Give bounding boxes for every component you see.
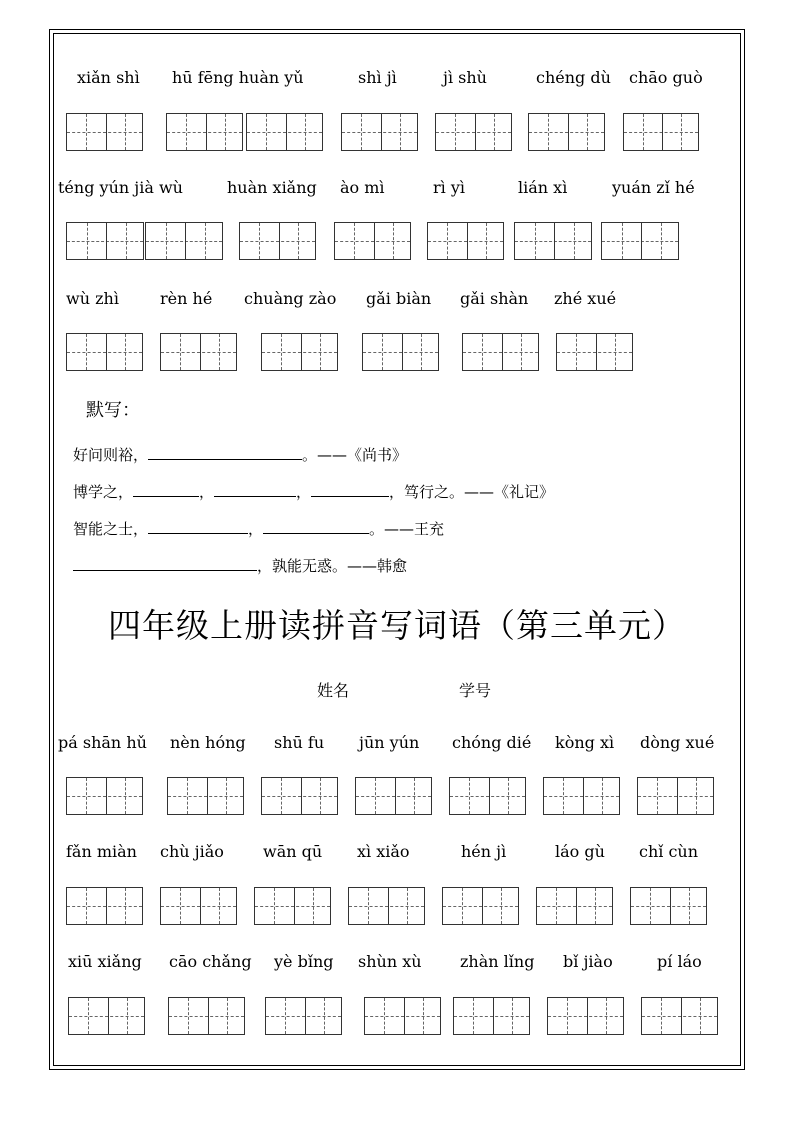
grid-divider: [402, 334, 403, 370]
grid-dashline: [86, 888, 87, 924]
grid-midline: [262, 796, 337, 797]
grid-divider: [467, 223, 468, 259]
grid-dashline: [661, 223, 662, 259]
grid-divider: [279, 223, 280, 259]
grid-divider: [207, 778, 208, 814]
grid-midline: [515, 241, 591, 242]
writing-grid-box[interactable]: [341, 113, 418, 151]
grid-dashline: [650, 888, 651, 924]
grid-midline: [450, 796, 525, 797]
grid-dashline: [384, 998, 385, 1034]
grid-divider: [493, 998, 494, 1034]
grid-dashline: [259, 223, 260, 259]
grid-dashline: [382, 334, 383, 370]
grid-midline: [342, 132, 417, 133]
grid-dashline: [482, 334, 483, 370]
grid-midline: [67, 906, 142, 907]
grid-dashline: [556, 888, 557, 924]
grid-midline: [631, 906, 706, 907]
pinyin-word: yuán zǐ hé: [612, 178, 695, 197]
writing-grid-box[interactable]: [160, 333, 237, 371]
pinyin-word: pí láo: [657, 952, 702, 971]
grid-dashline: [563, 778, 564, 814]
grid-dashline: [285, 998, 286, 1034]
writing-grid-box[interactable]: [536, 887, 613, 925]
grid-dashline: [324, 998, 325, 1034]
grid-dashline: [473, 998, 474, 1034]
grid-dashline: [447, 223, 448, 259]
grid-dashline: [274, 888, 275, 924]
writing-grid-box[interactable]: [435, 113, 512, 151]
grid-midline: [266, 1016, 341, 1017]
grid-midline: [356, 796, 431, 797]
grid-dashline: [486, 223, 487, 259]
grid-divider: [208, 998, 209, 1034]
grid-midline: [624, 132, 698, 133]
grid-dashline: [127, 998, 128, 1034]
writing-grid-box[interactable]: [543, 777, 620, 815]
pinyin-word: wān qū: [263, 842, 323, 861]
grid-divider: [106, 334, 107, 370]
grid-midline: [67, 132, 142, 133]
writing-grid-box[interactable]: [66, 222, 144, 260]
grid-midline: [349, 906, 424, 907]
grid-dashline: [595, 888, 596, 924]
grid-dashline: [87, 223, 88, 259]
answer-blank[interactable]: [148, 445, 302, 460]
grid-dashline: [354, 223, 355, 259]
writing-grid-box[interactable]: [68, 997, 145, 1035]
grid-divider: [576, 888, 577, 924]
dictation-source: ，孰能无惑。——韩愈: [257, 557, 408, 575]
writing-grid-box[interactable]: [166, 113, 243, 151]
grid-divider: [206, 114, 207, 150]
grid-dashline: [393, 223, 394, 259]
writing-grid-box[interactable]: [167, 777, 244, 815]
grid-midline: [335, 241, 410, 242]
grid-dashline: [298, 223, 299, 259]
grid-midline: [529, 132, 604, 133]
grid-dashline: [125, 888, 126, 924]
pinyin-word: shì jì: [358, 68, 397, 87]
pinyin-word: ào mì: [340, 178, 385, 197]
dictation-source: ，笃行之。——《礼记》: [389, 483, 555, 501]
grid-midline: [537, 906, 612, 907]
name-label: 姓名: [317, 681, 350, 700]
grid-divider: [583, 778, 584, 814]
grid-dashline: [407, 888, 408, 924]
grid-dashline: [266, 114, 267, 150]
writing-grid-box[interactable]: [254, 887, 331, 925]
grid-midline: [365, 1016, 440, 1017]
dictation-line-2: [73, 481, 554, 502]
pinyin-word: hén jì: [461, 842, 507, 861]
dictation-line-4: [73, 555, 407, 576]
grid-divider: [106, 114, 107, 150]
grid-dashline: [313, 888, 314, 924]
grid-midline: [69, 1016, 144, 1017]
dictation-line-1: [73, 444, 407, 465]
pinyin-word: jì shù: [443, 68, 487, 87]
writing-grid-box[interactable]: [145, 222, 223, 260]
pinyin-word: cāo chǎng: [169, 952, 252, 971]
writing-grid-box[interactable]: [66, 333, 143, 371]
grid-dashline: [689, 888, 690, 924]
grid-dashline: [125, 114, 126, 150]
grid-dashline: [602, 778, 603, 814]
writing-grid-box[interactable]: [261, 333, 338, 371]
grid-dashline: [512, 998, 513, 1034]
grid-dashline: [86, 114, 87, 150]
grid-divider: [106, 778, 107, 814]
grid-dashline: [661, 998, 662, 1034]
grid-dashline: [305, 114, 306, 150]
grid-midline: [67, 352, 142, 353]
grid-dashline: [696, 778, 697, 814]
pinyin-word: shū fu: [274, 733, 325, 752]
grid-midline: [602, 241, 678, 242]
grid-midline: [548, 1016, 623, 1017]
grid-divider: [294, 888, 295, 924]
pinyin-word: chuàng zào: [244, 289, 337, 308]
grid-midline: [146, 241, 222, 242]
grid-midline: [169, 1016, 244, 1017]
grid-dashline: [494, 114, 495, 150]
grid-divider: [301, 334, 302, 370]
answer-blank[interactable]: [133, 482, 199, 497]
grid-dashline: [535, 223, 536, 259]
pinyin-word: huàn xiǎng: [227, 178, 317, 197]
grid-dashline: [205, 223, 206, 259]
writing-grid-box[interactable]: [66, 887, 143, 925]
grid-dashline: [186, 114, 187, 150]
writing-grid-box[interactable]: [449, 777, 526, 815]
grid-dashline: [226, 778, 227, 814]
writing-grid-box[interactable]: [528, 113, 605, 151]
grid-midline: [557, 352, 632, 353]
grid-divider: [374, 223, 375, 259]
writing-grid-box[interactable]: [160, 887, 237, 925]
grid-dashline: [421, 334, 422, 370]
writing-grid-box[interactable]: [246, 113, 323, 151]
grid-midline: [255, 906, 330, 907]
pinyin-word: yè bǐng: [274, 952, 334, 971]
answer-blank[interactable]: [73, 556, 257, 571]
pinyin-word: xì xiǎo: [357, 842, 410, 861]
pinyin-word: chāo guò: [629, 68, 703, 87]
grid-midline: [428, 241, 503, 242]
grid-dashline: [681, 114, 682, 150]
writing-grid-box[interactable]: [427, 222, 504, 260]
grid-divider: [677, 778, 678, 814]
grid-dashline: [166, 223, 167, 259]
grid-midline: [67, 241, 143, 242]
grid-divider: [641, 223, 642, 259]
grid-midline: [642, 1016, 717, 1017]
grid-midline: [436, 132, 511, 133]
grid-divider: [587, 998, 588, 1034]
writing-grid-box[interactable]: [334, 222, 411, 260]
grid-midline: [638, 796, 713, 797]
grid-midline: [168, 796, 243, 797]
grid-dashline: [227, 998, 228, 1034]
writing-grid-box[interactable]: [623, 113, 699, 151]
pinyin-word: nèn hóng: [170, 733, 246, 752]
grid-dashline: [375, 778, 376, 814]
grid-midline: [544, 796, 619, 797]
pinyin-word: rì yì: [433, 178, 466, 197]
grid-dashline: [462, 888, 463, 924]
grid-dashline: [86, 334, 87, 370]
grid-dashline: [281, 334, 282, 370]
writing-grid-box[interactable]: [66, 113, 143, 151]
grid-dashline: [567, 998, 568, 1034]
grid-midline: [463, 352, 538, 353]
grid-divider: [185, 223, 186, 259]
grid-midline: [67, 796, 142, 797]
pinyin-word: bǐ jiào: [563, 952, 613, 971]
grid-midline: [247, 132, 322, 133]
grid-dashline: [188, 998, 189, 1034]
grid-dashline: [219, 334, 220, 370]
pinyin-word: xiǎn shì: [77, 68, 140, 87]
writing-grid-box[interactable]: [556, 333, 633, 371]
grid-midline: [161, 352, 236, 353]
pinyin-word: chù jiǎo: [160, 842, 224, 861]
pinyin-word: láo gù: [555, 842, 605, 861]
grid-dashline: [88, 998, 89, 1034]
grid-dashline: [606, 998, 607, 1034]
dictation-line-3: [73, 518, 444, 539]
grid-dashline: [501, 888, 502, 924]
grid-midline: [167, 132, 242, 133]
writing-grid-box[interactable]: [442, 887, 519, 925]
grid-midline: [443, 906, 518, 907]
grid-divider: [301, 778, 302, 814]
pinyin-word: chóng dié: [452, 733, 532, 752]
grid-divider: [305, 998, 306, 1034]
writing-grid-box[interactable]: [364, 997, 441, 1035]
pinyin-word: chǐ cùn: [639, 842, 699, 861]
grid-dashline: [521, 334, 522, 370]
grid-divider: [200, 888, 201, 924]
grid-divider: [200, 334, 201, 370]
grid-divider: [662, 114, 663, 150]
grid-dashline: [180, 334, 181, 370]
grid-dashline: [469, 778, 470, 814]
pinyin-word: wù zhì: [66, 289, 119, 308]
dictation-sep: ，: [296, 483, 312, 501]
pinyin-word: kòng xì: [555, 733, 615, 752]
grid-dashline: [225, 114, 226, 150]
writing-grid-box[interactable]: [453, 997, 530, 1035]
grid-dashline: [187, 778, 188, 814]
writing-grid-box[interactable]: [630, 887, 707, 925]
pinyin-word: rèn hé: [160, 289, 213, 308]
pinyin-word: xiū xiǎng: [68, 952, 142, 971]
writing-grid-box[interactable]: [641, 997, 718, 1035]
grid-divider: [596, 334, 597, 370]
grid-dashline: [320, 334, 321, 370]
pinyin-word: gǎi biàn: [366, 289, 432, 308]
answer-blank[interactable]: [311, 482, 389, 497]
grid-dashline: [455, 114, 456, 150]
writing-grid-box[interactable]: [265, 997, 342, 1035]
grid-dashline: [368, 888, 369, 924]
dictation-source: 。——王充: [369, 520, 445, 538]
dictation-text: 智能之士，: [73, 520, 149, 538]
grid-dashline: [574, 223, 575, 259]
pinyin-word: téng yún jià wù: [58, 178, 183, 197]
dictation-sep: ，: [248, 520, 264, 538]
grid-dashline: [615, 334, 616, 370]
grid-dashline: [361, 114, 362, 150]
pinyin-word: gǎi shàn: [460, 289, 529, 308]
grid-dashline: [576, 334, 577, 370]
answer-blank[interactable]: [214, 482, 296, 497]
writing-grid-box[interactable]: [362, 333, 439, 371]
grid-midline: [262, 352, 337, 353]
grid-dashline: [700, 998, 701, 1034]
grid-dashline: [622, 223, 623, 259]
writing-grid-box[interactable]: [355, 777, 432, 815]
grid-dashline: [548, 114, 549, 150]
grid-dashline: [400, 114, 401, 150]
grid-dashline: [86, 778, 87, 814]
grid-divider: [286, 114, 287, 150]
grid-midline: [363, 352, 438, 353]
grid-divider: [106, 888, 107, 924]
answer-blank[interactable]: [148, 519, 248, 534]
pinyin-word: zhé xué: [554, 289, 617, 308]
grid-dashline: [657, 778, 658, 814]
student-id-label: 学号: [459, 681, 492, 700]
grid-midline: [240, 241, 315, 242]
grid-dashline: [320, 778, 321, 814]
grid-divider: [681, 998, 682, 1034]
writing-grid-box[interactable]: [348, 887, 425, 925]
grid-divider: [489, 778, 490, 814]
worksheet-title: 四年级上册读拼音写词语（第三单元）: [108, 606, 686, 645]
pinyin-word: pá shān hǔ: [58, 733, 147, 752]
grid-dashline: [414, 778, 415, 814]
grid-divider: [670, 888, 671, 924]
answer-blank[interactable]: [263, 519, 369, 534]
pinyin-word: dòng xué: [640, 733, 715, 752]
dictation-title: 默写：: [86, 400, 140, 421]
writing-grid-box[interactable]: [261, 777, 338, 815]
grid-dashline: [508, 778, 509, 814]
pinyin-word: hū fēng huàn yǔ: [172, 68, 304, 87]
writing-grid-box[interactable]: [168, 997, 245, 1035]
grid-divider: [554, 223, 555, 259]
grid-dashline: [219, 888, 220, 924]
writing-grid-box[interactable]: [239, 222, 316, 260]
writing-grid-box[interactable]: [637, 777, 714, 815]
grid-divider: [395, 778, 396, 814]
grid-midline: [454, 1016, 529, 1017]
pinyin-word: fǎn miàn: [66, 842, 137, 861]
writing-grid-box[interactable]: [66, 777, 143, 815]
grid-dashline: [281, 778, 282, 814]
dictation-text: 博学之，: [73, 483, 134, 501]
grid-divider: [482, 888, 483, 924]
grid-dashline: [125, 778, 126, 814]
grid-divider: [388, 888, 389, 924]
grid-divider: [404, 998, 405, 1034]
grid-dashline: [126, 223, 127, 259]
grid-divider: [475, 114, 476, 150]
dictation-source: 。——《尚书》: [302, 446, 408, 464]
grid-divider: [106, 223, 107, 259]
pinyin-word: lián xì: [518, 178, 568, 197]
writing-grid-box[interactable]: [514, 222, 592, 260]
dictation-text: 好问则裕，: [73, 446, 149, 464]
pinyin-word: chéng dù: [536, 68, 611, 87]
dictation-sep: ，: [199, 483, 215, 501]
pinyin-word: zhàn lǐng: [460, 952, 535, 971]
pinyin-word: shùn xù: [358, 952, 422, 971]
grid-dashline: [643, 114, 644, 150]
grid-midline: [161, 906, 236, 907]
grid-dashline: [423, 998, 424, 1034]
pinyin-word: jūn yún: [359, 733, 420, 752]
writing-grid-box[interactable]: [462, 333, 539, 371]
grid-dashline: [125, 334, 126, 370]
writing-grid-box[interactable]: [547, 997, 624, 1035]
grid-dashline: [180, 888, 181, 924]
grid-dashline: [587, 114, 588, 150]
grid-divider: [108, 998, 109, 1034]
writing-grid-box[interactable]: [601, 222, 679, 260]
grid-divider: [502, 334, 503, 370]
grid-divider: [568, 114, 569, 150]
grid-divider: [381, 114, 382, 150]
